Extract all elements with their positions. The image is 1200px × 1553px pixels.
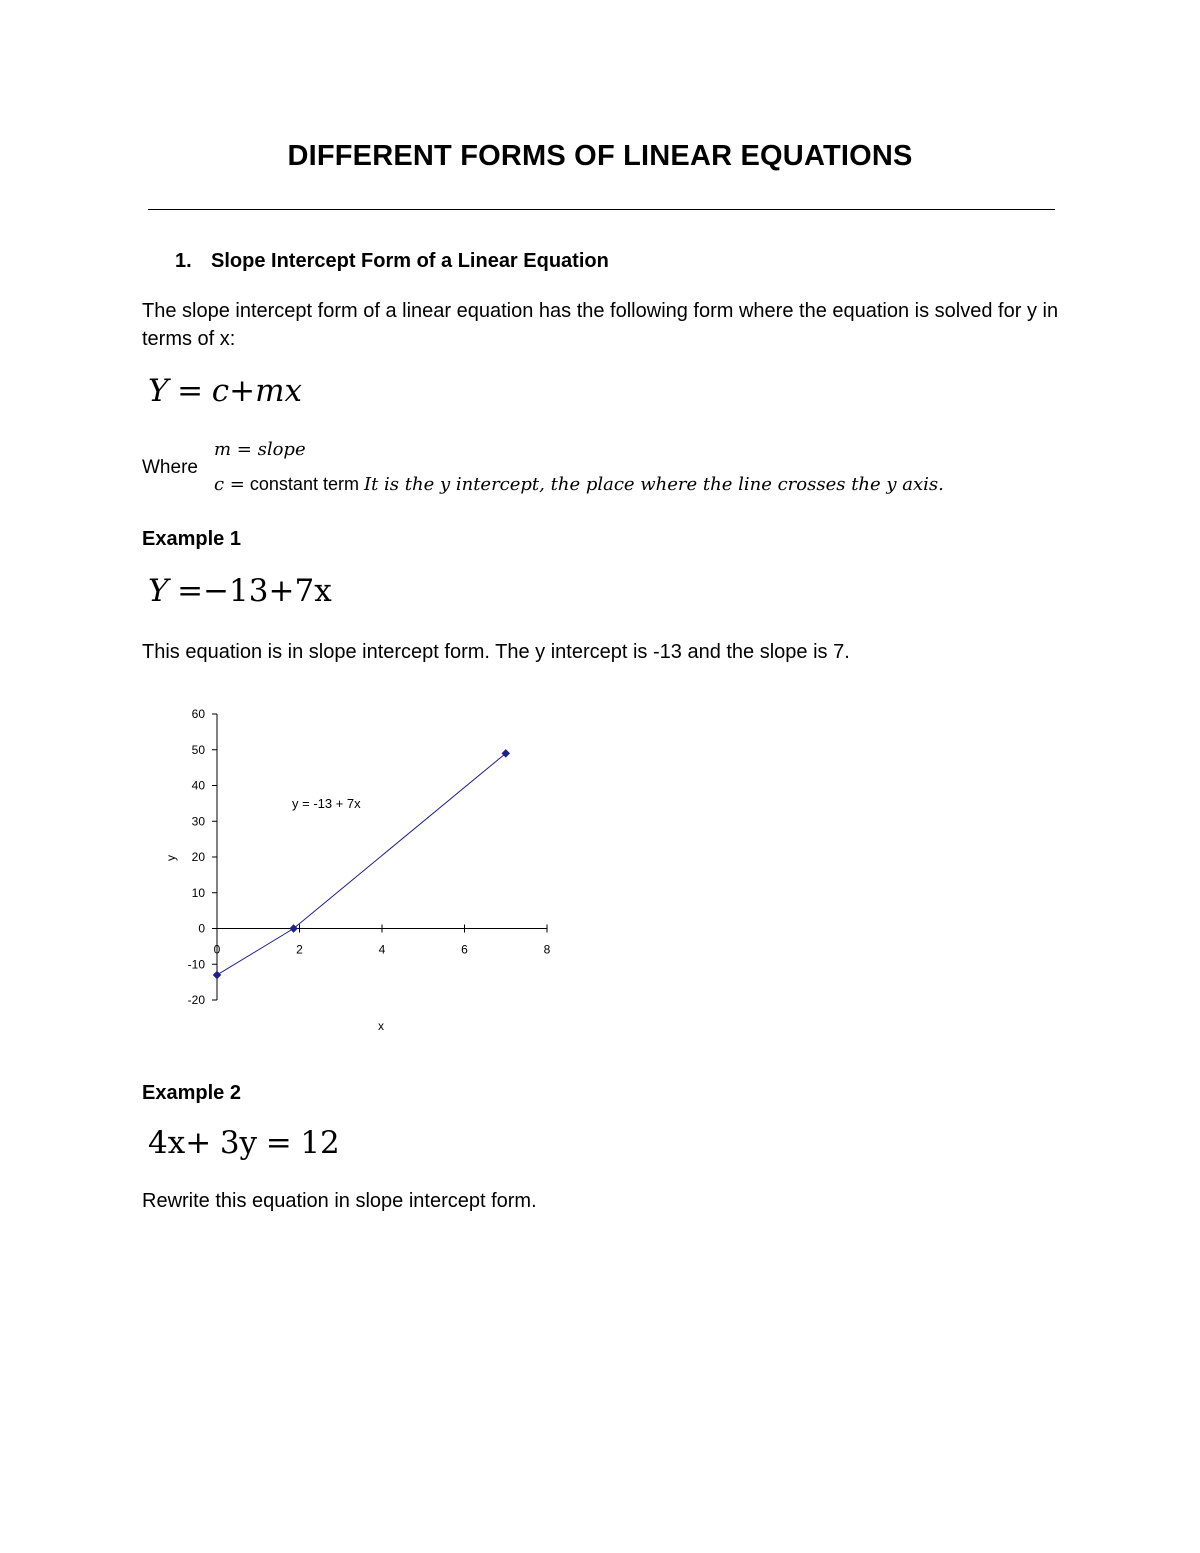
y-tick-label: 40 xyxy=(191,778,205,793)
ex2-term-b: 3y xyxy=(219,1125,258,1161)
line-annotation: y = -13 + 7x xyxy=(292,796,361,811)
ex2-equals: = xyxy=(265,1125,292,1161)
definition-c-plain: constant term xyxy=(249,474,359,494)
example-2-label: Example 2 xyxy=(142,1082,241,1104)
formula-lhs: Y xyxy=(148,373,169,409)
formula-c: c xyxy=(211,373,230,409)
x-tick-label: 4 xyxy=(378,942,386,957)
ex1-plus: + xyxy=(268,573,295,609)
slope-intercept-formula xyxy=(148,373,302,409)
x-axis-label: x xyxy=(378,1019,384,1033)
example-2-instruction: Rewrite this equation in slope intercept form. xyxy=(142,1190,537,1212)
ex1-lhs: Y xyxy=(148,573,169,609)
y-tick-label: 30 xyxy=(191,814,205,829)
example-1-equation xyxy=(148,573,332,609)
x-tick-label: 2 xyxy=(296,942,303,957)
where-label: Where xyxy=(142,457,198,478)
y-tick-label: -20 xyxy=(187,993,205,1007)
example-1-label: Example 1 xyxy=(142,528,241,550)
definition-m: m = slope xyxy=(214,439,306,460)
formula-mx: mx xyxy=(255,373,302,409)
definition-c xyxy=(214,474,944,495)
ex1-slope-term: 7x xyxy=(294,573,332,609)
y-tick-label: 0 xyxy=(198,921,205,936)
y-axis-label: y xyxy=(164,855,178,861)
ex2-term-a: 4x xyxy=(148,1125,186,1161)
y-tick-label: 50 xyxy=(191,742,205,757)
formula-plus: + xyxy=(229,373,256,409)
definition-c-italic: It is the y intercept, the place where the line crosses the y axis. xyxy=(363,474,944,495)
title-divider xyxy=(148,209,1055,210)
definition-c-prefix: c = xyxy=(214,474,245,495)
section-number: 1. xyxy=(175,250,192,272)
ex1-equals: = xyxy=(177,573,204,609)
y-tick-label: 20 xyxy=(191,850,205,864)
formula-equals: = xyxy=(177,373,204,409)
example-2-equation xyxy=(148,1125,340,1161)
data-point xyxy=(213,971,221,979)
line-chart xyxy=(160,700,580,1045)
ex1-constant: −13 xyxy=(203,573,269,609)
x-tick-label: 6 xyxy=(461,942,468,957)
y-tick-label: 10 xyxy=(191,885,205,900)
example-1-description: This equation is in slope intercept form. The y intercept is -13 and the slope is 7. xyxy=(142,641,850,663)
page-title: DIFFERENT FORMS OF LINEAR EQUATIONS xyxy=(287,140,913,172)
x-tick-label: 0 xyxy=(213,942,221,957)
section-title: Slope Intercept Form of a Linear Equation xyxy=(211,250,609,272)
x-tick-label: 8 xyxy=(543,942,551,957)
ex2-plus: + xyxy=(185,1125,212,1161)
intro-paragraph: The slope intercept form of a linear equation has the following form where the equation is solved for y in terms of x: xyxy=(142,300,1059,350)
ex2-rhs: 12 xyxy=(300,1125,340,1161)
y-tick-label: 60 xyxy=(191,707,205,721)
section-1-heading xyxy=(175,250,609,273)
line-chart-svg xyxy=(160,700,580,1045)
y-tick-label: -10 xyxy=(187,957,205,972)
